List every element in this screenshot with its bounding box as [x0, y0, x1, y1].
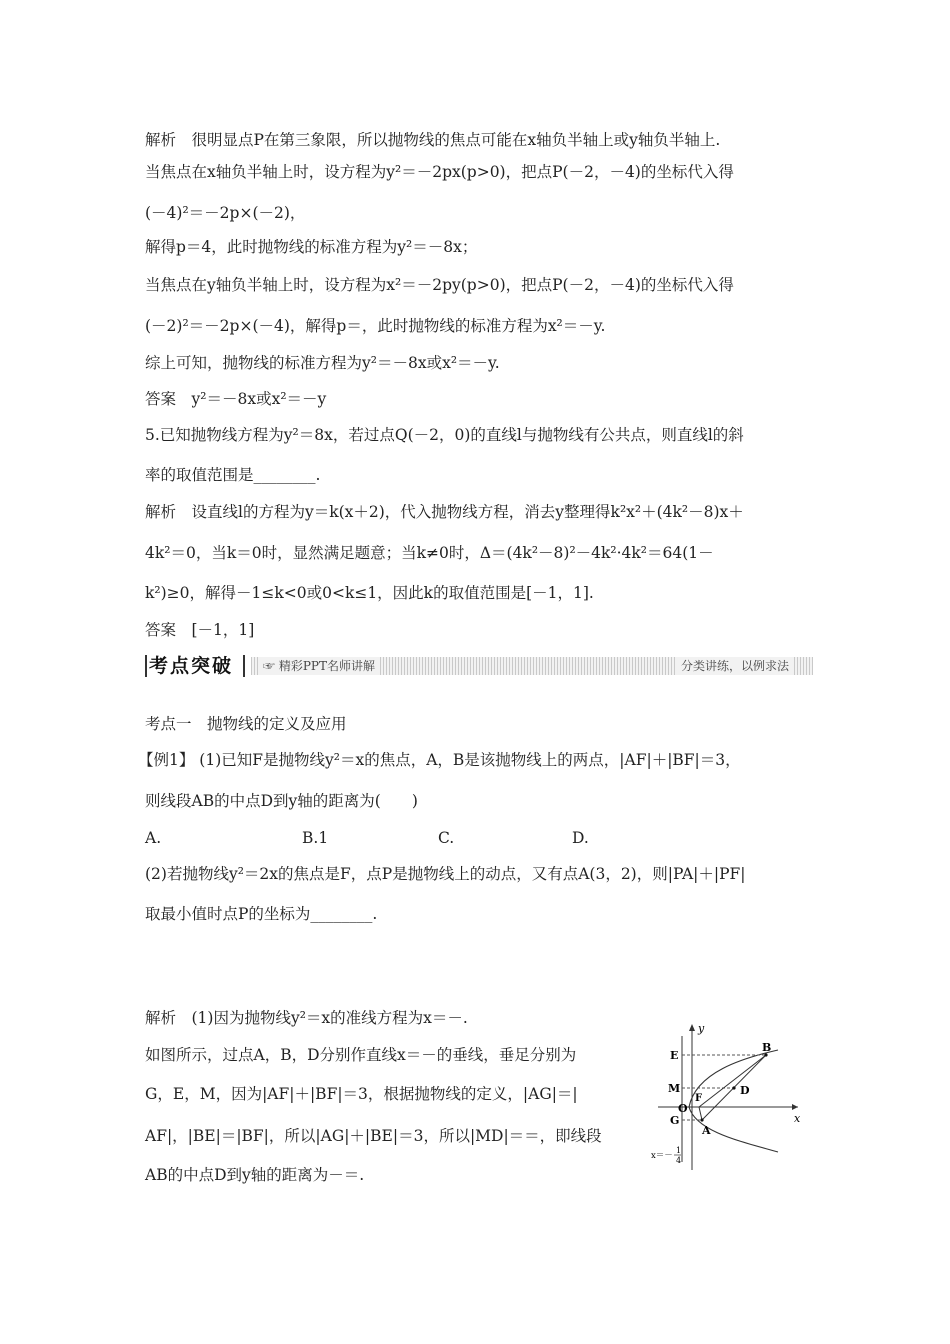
question-5: 5.已知抛物线方程为y²＝8x，若过点Q(－2，0)的直线l与抛物线有公共点，则直线l的斜 [145, 426, 744, 444]
label-m: M [668, 1082, 681, 1095]
fraction-numerator: 1 [676, 1146, 682, 1155]
option-c: C. [438, 829, 455, 847]
text-line: 综上可知，抛物线的标准方程为y²＝－8x或x²＝－y. [145, 354, 500, 372]
banner-right-text: 分类讲练，以例求法 [677, 657, 793, 675]
example-line: 【例1】 (1)已知F是抛物线y²＝x的焦点，A，B是该抛物线上的两点，|AF|＋|BF|＝3， [138, 751, 741, 769]
segment-fb [699, 1055, 766, 1107]
text-line: (－2)²＝－2p×(－4)，解得p＝，此时抛物线的标准方程为x²＝－y. [145, 317, 606, 335]
option-d: D. [572, 829, 589, 847]
example-line: 则线段AB的中点D到y轴的距离为( ) [145, 792, 418, 810]
text-line: 4k²＝0，当k＝0时，显然满足题意；当k≠0时，Δ＝(4k²－8)²－4k²·4k²＝64(1－ [145, 544, 714, 562]
label-g: G [670, 1114, 680, 1127]
answer-line: 答案 [－1，1] [145, 621, 255, 639]
parabola-figure [648, 1022, 810, 1172]
label-e: E [670, 1049, 679, 1062]
label-o: O [678, 1102, 688, 1115]
answer-line: 答案 y²＝－8x或x²＝－y [145, 390, 327, 408]
banner-divider [145, 655, 147, 677]
label-y: y [698, 1022, 705, 1035]
directrix-label: x＝－ [651, 1151, 673, 1161]
label-b: B [762, 1041, 772, 1054]
section-banner [145, 653, 813, 679]
label-f: F [695, 1093, 703, 1104]
y-axis-arrow [689, 1024, 695, 1031]
banner-title: 考点突破 [149, 655, 234, 677]
text-line: (－4)²＝－2p×(－2)， [145, 204, 306, 222]
point-d [732, 1086, 735, 1089]
text-line: 当焦点在x轴负半轴上时，设方程为y²＝－2px(p>0)，把点P(－2，－4)的坐标代入得 [145, 163, 734, 181]
label-x: x [794, 1112, 801, 1125]
text-line: k²)≥0，解得－1≤k<0或0<k≤1，因此k的取值范围是[－1，1]. [145, 584, 594, 602]
example-part2: (2)若抛物线y²＝2x的焦点是F，点P是抛物线上的动点，又有点A(3，2)，则|PA|＋|PF| [145, 865, 746, 883]
option-a: A. [145, 829, 162, 847]
parabola-diagram [648, 1022, 810, 1172]
text-line: 解析 设直线l的方程为y＝k(x＋2)，代入抛物线方程，消去y整理得k²x²＋(4k²－8)x＋ [145, 503, 744, 521]
option-b: B.1 [302, 829, 329, 847]
solution-line: 如图所示，过点A，B，D分别作直线x＝－的垂线，垂足分别为 [145, 1046, 577, 1064]
solution-line: AF|，|BE|＝|BF|，所以|AG|＋|BE|＝3，所以|MD|＝＝，即线段 [145, 1127, 602, 1145]
solution-line: AB的中点D到y轴的距离为－＝. [145, 1166, 365, 1184]
segment-fa [699, 1107, 702, 1120]
banner-subtitle: ☞ 精彩PPT名师讲解 [259, 657, 379, 675]
fraction-denominator: 4 [676, 1156, 682, 1165]
label-d: D [740, 1084, 750, 1097]
x-axis-arrow [792, 1104, 798, 1110]
banner-divider [243, 655, 245, 677]
solution-line: G，E，M，因为|AF|＋|BF|＝3，根据抛物线的定义，|AG|＝| [145, 1085, 578, 1103]
example-part2: 取最小值时点P的坐标为________. [145, 905, 378, 923]
point-a [700, 1118, 703, 1121]
text-line: 当焦点在y轴负半轴上时，设方程为x²＝－2py(p>0)，把点P(－2，－4)的坐标代入得 [145, 276, 734, 294]
section-heading: 考点一 抛物线的定义及应用 [145, 715, 347, 733]
solution-line: 解析 (1)因为抛物线y²＝x的准线方程为x＝－. [145, 1009, 468, 1027]
text-line: 解得p＝4，此时抛物线的标准方程为y²＝－8x； [145, 238, 478, 256]
text-line: 率的取值范围是________. [145, 466, 321, 484]
label-a: A [702, 1124, 711, 1137]
text-line: 解析 很明显点P在第三象限，所以抛物线的焦点可能在x轴负半轴上或y轴负半轴上. [145, 131, 721, 149]
